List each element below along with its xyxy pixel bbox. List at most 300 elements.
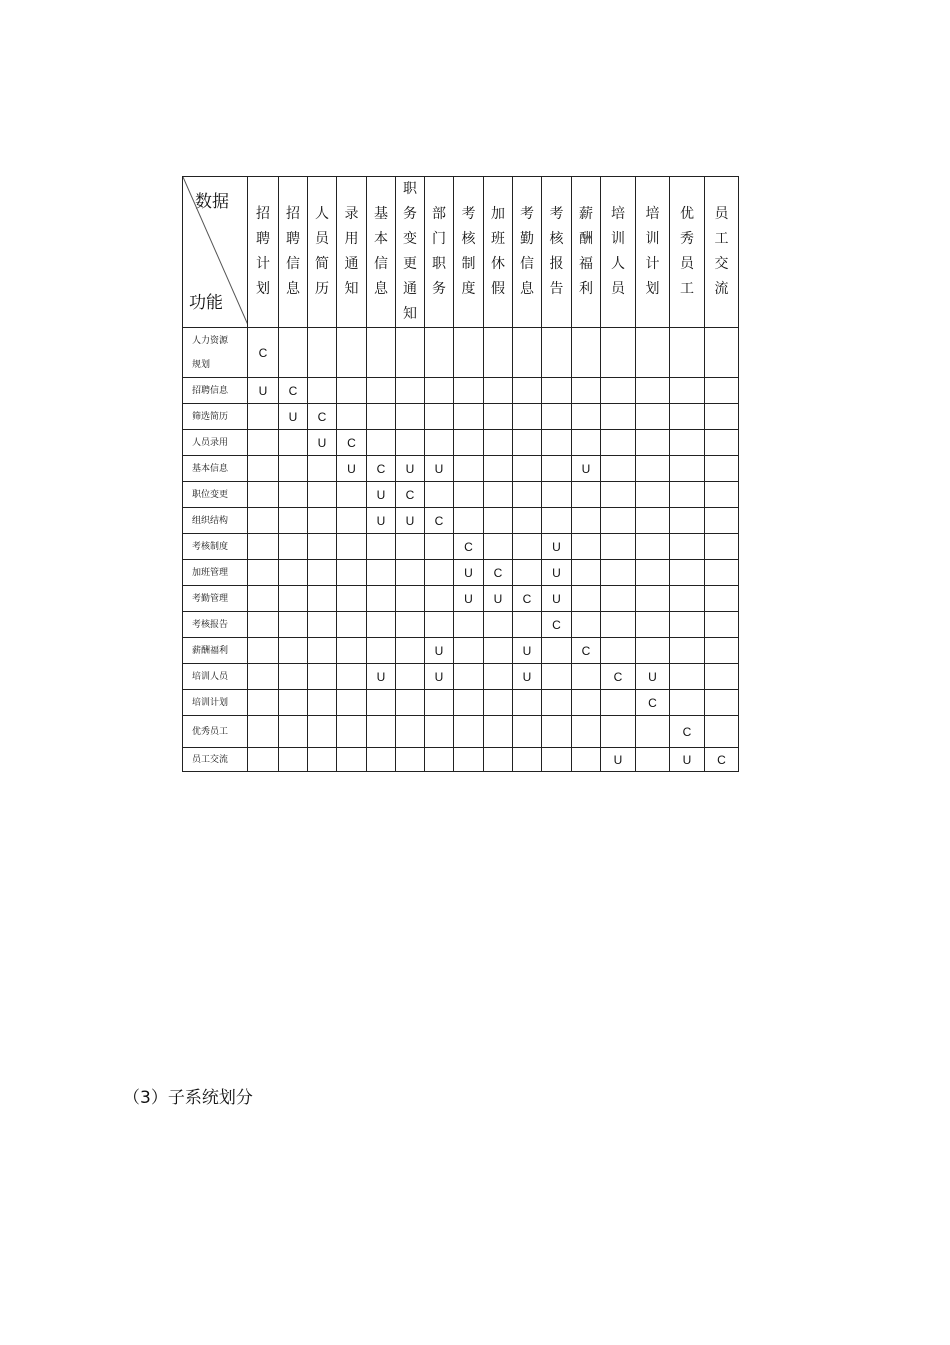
matrix-cell	[513, 430, 542, 456]
matrix-cell	[279, 586, 308, 612]
matrix-cell	[425, 716, 454, 748]
column-header	[396, 177, 425, 328]
matrix-cell: U	[542, 586, 572, 612]
column-header-label: 优秀员工	[680, 206, 694, 297]
matrix-cell	[248, 664, 279, 690]
matrix-cell	[337, 748, 367, 772]
matrix-cell	[636, 748, 670, 772]
matrix-cell	[705, 456, 739, 482]
matrix-cell	[308, 378, 337, 404]
matrix-cell	[337, 638, 367, 664]
matrix-cell: C	[396, 482, 425, 508]
matrix-cell	[484, 378, 513, 404]
row-header-label: 人员录用	[192, 437, 229, 448]
matrix-cell	[308, 456, 337, 482]
column-header	[670, 177, 705, 328]
row-header	[183, 328, 248, 378]
matrix-cell	[279, 690, 308, 716]
matrix-cell	[425, 328, 454, 378]
matrix-cell	[542, 638, 572, 664]
matrix-row	[183, 690, 739, 716]
matrix-cell	[367, 430, 396, 456]
column-header	[542, 177, 572, 328]
matrix-cell: C	[484, 560, 513, 586]
matrix-cell	[513, 534, 542, 560]
matrix-cell: U	[367, 508, 396, 534]
matrix-cell	[542, 378, 572, 404]
matrix-cell	[308, 534, 337, 560]
matrix-cell: U	[636, 664, 670, 690]
matrix-cell	[705, 612, 739, 638]
matrix-cell	[337, 716, 367, 748]
matrix-cell: C	[454, 534, 484, 560]
column-header-label: 招聘计划	[256, 206, 270, 297]
matrix-cell	[248, 716, 279, 748]
matrix-cell	[367, 404, 396, 430]
matrix-cell	[670, 690, 705, 716]
matrix-cell	[705, 638, 739, 664]
column-header	[454, 177, 484, 328]
matrix-cell	[425, 748, 454, 772]
matrix-cell	[308, 690, 337, 716]
row-header-label: 优秀员工	[192, 726, 229, 737]
matrix-cell	[396, 690, 425, 716]
matrix-cell	[636, 560, 670, 586]
column-header	[601, 177, 636, 328]
column-header-label: 基本信息	[374, 206, 388, 297]
row-header	[183, 482, 248, 508]
matrix-cell	[636, 378, 670, 404]
corner-data-label: 数据	[195, 192, 229, 212]
matrix-cell: C	[572, 638, 601, 664]
row-header	[183, 508, 248, 534]
matrix-cell	[337, 378, 367, 404]
matrix-cell	[484, 716, 513, 748]
matrix-cell: U	[601, 748, 636, 772]
matrix-cell	[601, 482, 636, 508]
matrix-cell	[337, 534, 367, 560]
matrix-cell	[670, 482, 705, 508]
matrix-cell	[513, 716, 542, 748]
matrix-cell	[513, 690, 542, 716]
row-header-label: 培训计划	[192, 697, 229, 708]
matrix-cell	[484, 430, 513, 456]
matrix-cell	[367, 586, 396, 612]
matrix-cell	[601, 456, 636, 482]
matrix-cell	[601, 534, 636, 560]
matrix-row	[183, 482, 739, 508]
matrix-cell	[572, 328, 601, 378]
column-header	[279, 177, 308, 328]
matrix-cell	[248, 560, 279, 586]
matrix-cell	[367, 328, 396, 378]
matrix-cell	[248, 690, 279, 716]
matrix-cell	[279, 430, 308, 456]
matrix-cell	[396, 612, 425, 638]
matrix-cell: U	[248, 378, 279, 404]
matrix-cell	[279, 482, 308, 508]
column-header-label: 部门职务	[432, 206, 446, 297]
matrix-cell	[425, 560, 454, 586]
matrix-cell	[636, 430, 670, 456]
column-header	[248, 177, 279, 328]
matrix-row	[183, 508, 739, 534]
matrix-cell	[636, 586, 670, 612]
matrix-cell: U	[454, 586, 484, 612]
matrix-cell: U	[670, 748, 705, 772]
row-header	[183, 638, 248, 664]
matrix-cell	[601, 378, 636, 404]
matrix-cell	[454, 404, 484, 430]
matrix-cell	[337, 482, 367, 508]
matrix-cell	[454, 664, 484, 690]
column-header-label: 薪酬福利	[579, 206, 593, 297]
matrix-cell	[425, 690, 454, 716]
matrix-cell	[454, 456, 484, 482]
matrix-cell	[337, 404, 367, 430]
row-header-label: 基本信息	[192, 463, 229, 474]
row-header	[183, 748, 248, 772]
row-header-label: 考核报告	[192, 619, 229, 630]
row-header-label: 职位变更	[192, 489, 229, 500]
matrix-cell	[367, 748, 396, 772]
matrix-cell	[367, 378, 396, 404]
matrix-cell	[670, 430, 705, 456]
matrix-cell	[279, 508, 308, 534]
matrix-cell	[705, 404, 739, 430]
matrix-cell	[670, 534, 705, 560]
matrix-cell: C	[636, 690, 670, 716]
column-header	[425, 177, 454, 328]
matrix-cell	[279, 612, 308, 638]
matrix-cell	[248, 456, 279, 482]
matrix-cell	[572, 748, 601, 772]
row-header-label: 招聘信息	[192, 385, 229, 396]
matrix-cell	[308, 748, 337, 772]
matrix-cell: U	[425, 456, 454, 482]
matrix-cell: C	[367, 456, 396, 482]
matrix-cell	[670, 638, 705, 664]
matrix-cell: U	[396, 456, 425, 482]
row-header-label: 薪酬福利	[192, 645, 229, 656]
matrix-cell: U	[425, 664, 454, 690]
row-header-label: 组织结构	[192, 515, 229, 526]
matrix-cell	[396, 404, 425, 430]
matrix-cell	[396, 378, 425, 404]
matrix-cell	[308, 716, 337, 748]
matrix-cell	[308, 508, 337, 534]
matrix-cell	[572, 664, 601, 690]
matrix-cell	[484, 690, 513, 716]
matrix-cell	[367, 612, 396, 638]
matrix-cell	[601, 586, 636, 612]
matrix-cell	[279, 534, 308, 560]
matrix-cell	[425, 612, 454, 638]
section-heading: （3）子系统划分	[123, 1088, 253, 1108]
matrix-cell	[454, 482, 484, 508]
matrix-header-row	[183, 177, 739, 328]
row-header	[183, 586, 248, 612]
cu-matrix-table	[182, 176, 739, 772]
matrix-cell: C	[513, 586, 542, 612]
matrix-cell	[542, 664, 572, 690]
matrix-cell	[670, 612, 705, 638]
matrix-cell: U	[396, 508, 425, 534]
column-header	[513, 177, 542, 328]
matrix-cell	[279, 664, 308, 690]
row-header	[183, 534, 248, 560]
matrix-cell	[513, 456, 542, 482]
matrix-cell	[248, 638, 279, 664]
matrix-cell	[636, 482, 670, 508]
matrix-cell	[513, 508, 542, 534]
matrix-cell	[572, 612, 601, 638]
matrix-row	[183, 328, 739, 378]
matrix-cell: C	[670, 716, 705, 748]
matrix-cell	[601, 612, 636, 638]
matrix-cell	[601, 560, 636, 586]
matrix-cell	[425, 430, 454, 456]
matrix-row	[183, 430, 739, 456]
matrix-cell	[396, 716, 425, 748]
matrix-row	[183, 716, 739, 748]
matrix-cell	[572, 560, 601, 586]
matrix-cell	[670, 328, 705, 378]
row-header-label: 培训人员	[192, 671, 229, 682]
matrix-cell	[705, 586, 739, 612]
matrix-cell	[308, 638, 337, 664]
matrix-cell	[601, 508, 636, 534]
matrix-cell	[308, 328, 337, 378]
matrix-cell	[542, 328, 572, 378]
matrix-cell	[670, 586, 705, 612]
matrix-cell: U	[337, 456, 367, 482]
matrix-cell: U	[542, 534, 572, 560]
column-header-label: 培训计划	[645, 206, 660, 297]
matrix-cell	[279, 456, 308, 482]
matrix-cell	[636, 456, 670, 482]
column-header-label: 培训人员	[611, 206, 625, 297]
matrix-cell	[396, 328, 425, 378]
row-header-label: 人力资源规划	[192, 335, 229, 370]
matrix-body	[183, 328, 739, 772]
matrix-cell	[484, 664, 513, 690]
matrix-cell	[484, 508, 513, 534]
matrix-cell	[670, 508, 705, 534]
matrix-cell	[572, 534, 601, 560]
matrix-cell	[705, 378, 739, 404]
matrix-cell	[572, 430, 601, 456]
matrix-cell	[367, 560, 396, 586]
matrix-cell	[396, 748, 425, 772]
matrix-cell	[337, 690, 367, 716]
matrix-cell	[601, 328, 636, 378]
matrix-cell	[484, 404, 513, 430]
matrix-row	[183, 404, 739, 430]
matrix-cell	[279, 560, 308, 586]
matrix-cell	[542, 430, 572, 456]
matrix-cell	[636, 716, 670, 748]
matrix-cell	[705, 560, 739, 586]
matrix-cell	[454, 690, 484, 716]
column-header	[572, 177, 601, 328]
matrix-cell	[337, 328, 367, 378]
matrix-cell: C	[425, 508, 454, 534]
matrix-cell	[337, 612, 367, 638]
matrix-cell	[308, 664, 337, 690]
matrix-cell: C	[705, 748, 739, 772]
matrix-cell	[513, 748, 542, 772]
row-header	[183, 716, 248, 748]
matrix-cell	[308, 482, 337, 508]
matrix-cell	[542, 748, 572, 772]
matrix-cell	[484, 456, 513, 482]
matrix-cell	[454, 508, 484, 534]
matrix-cell	[601, 404, 636, 430]
row-header	[183, 690, 248, 716]
row-header-label: 员工交流	[192, 754, 229, 765]
row-header	[183, 430, 248, 456]
matrix-cell	[308, 586, 337, 612]
matrix-cell	[513, 404, 542, 430]
matrix-cell	[705, 508, 739, 534]
matrix-cell	[248, 534, 279, 560]
matrix-cell	[572, 508, 601, 534]
matrix-cell	[572, 716, 601, 748]
corner-function-label: 功能	[189, 293, 223, 313]
matrix-cell	[396, 430, 425, 456]
matrix-cell: U	[513, 638, 542, 664]
row-header-label: 筛选简历	[192, 411, 229, 422]
matrix-cell	[572, 690, 601, 716]
column-header	[705, 177, 739, 328]
matrix-row	[183, 586, 739, 612]
matrix-cell	[279, 716, 308, 748]
matrix-row	[183, 378, 739, 404]
matrix-cell	[636, 612, 670, 638]
matrix-cell	[454, 748, 484, 772]
matrix-cell	[248, 748, 279, 772]
matrix-cell	[484, 638, 513, 664]
matrix-cell: U	[572, 456, 601, 482]
matrix-cell	[248, 612, 279, 638]
matrix-cell	[367, 716, 396, 748]
matrix-cell	[705, 534, 739, 560]
matrix-cell	[513, 482, 542, 508]
matrix-cell: U	[279, 404, 308, 430]
matrix-cell	[337, 664, 367, 690]
matrix-cell	[636, 534, 670, 560]
row-header-label: 考核制度	[192, 541, 229, 552]
matrix-cell	[308, 612, 337, 638]
column-header-label: 人员简历	[315, 206, 329, 297]
matrix-cell	[484, 482, 513, 508]
matrix-cell	[454, 716, 484, 748]
matrix-row	[183, 560, 739, 586]
column-header-label: 考核报告	[549, 206, 564, 297]
matrix-cell	[279, 748, 308, 772]
matrix-cell	[454, 638, 484, 664]
column-header-label: 考勤信息	[520, 206, 534, 297]
matrix-cell: U	[425, 638, 454, 664]
matrix-cell	[337, 586, 367, 612]
matrix-cell	[705, 328, 739, 378]
matrix-cell: C	[542, 612, 572, 638]
matrix-cell	[513, 328, 542, 378]
matrix-cell	[396, 664, 425, 690]
matrix-cell	[425, 404, 454, 430]
row-header	[183, 456, 248, 482]
row-header-label: 加班管理	[192, 567, 229, 578]
matrix-cell	[542, 690, 572, 716]
matrix-cell: C	[337, 430, 367, 456]
matrix-cell	[248, 586, 279, 612]
matrix-cell	[248, 482, 279, 508]
row-header-label: 考勤管理	[192, 593, 229, 604]
matrix-corner-cell	[183, 177, 248, 328]
matrix-cell: U	[484, 586, 513, 612]
row-header	[183, 612, 248, 638]
column-header-label: 招聘信息	[286, 206, 300, 297]
matrix-cell	[367, 638, 396, 664]
matrix-cell	[484, 534, 513, 560]
matrix-row	[183, 638, 739, 664]
matrix-cell	[337, 560, 367, 586]
matrix-cell	[279, 638, 308, 664]
matrix-cell	[670, 664, 705, 690]
matrix-cell	[572, 482, 601, 508]
matrix-cell: C	[308, 404, 337, 430]
matrix-cell: U	[367, 482, 396, 508]
matrix-cell	[670, 404, 705, 430]
matrix-cell	[705, 664, 739, 690]
matrix-cell	[454, 378, 484, 404]
column-header-label: 职务变更通知	[403, 181, 417, 322]
matrix-cell	[705, 690, 739, 716]
matrix-cell	[705, 482, 739, 508]
matrix-cell	[670, 456, 705, 482]
column-header	[484, 177, 513, 328]
matrix-cell	[636, 328, 670, 378]
matrix-cell	[396, 586, 425, 612]
matrix-cell	[636, 508, 670, 534]
matrix-cell	[601, 690, 636, 716]
matrix-cell	[454, 430, 484, 456]
matrix-cell: C	[601, 664, 636, 690]
matrix-cell	[601, 638, 636, 664]
matrix-cell	[601, 430, 636, 456]
matrix-cell	[248, 404, 279, 430]
matrix-cell: U	[454, 560, 484, 586]
column-header	[337, 177, 367, 328]
column-header	[636, 177, 670, 328]
column-header-label: 录用通知	[344, 206, 359, 297]
row-header	[183, 378, 248, 404]
matrix-row	[183, 748, 739, 772]
matrix-cell: U	[513, 664, 542, 690]
matrix-cell	[670, 560, 705, 586]
matrix-cell	[454, 612, 484, 638]
row-header	[183, 404, 248, 430]
matrix-cell	[572, 586, 601, 612]
matrix-cell	[484, 328, 513, 378]
matrix-cell	[396, 638, 425, 664]
column-header	[308, 177, 337, 328]
matrix-cell: U	[542, 560, 572, 586]
matrix-cell	[636, 638, 670, 664]
matrix-cell	[484, 748, 513, 772]
matrix-cell	[425, 378, 454, 404]
